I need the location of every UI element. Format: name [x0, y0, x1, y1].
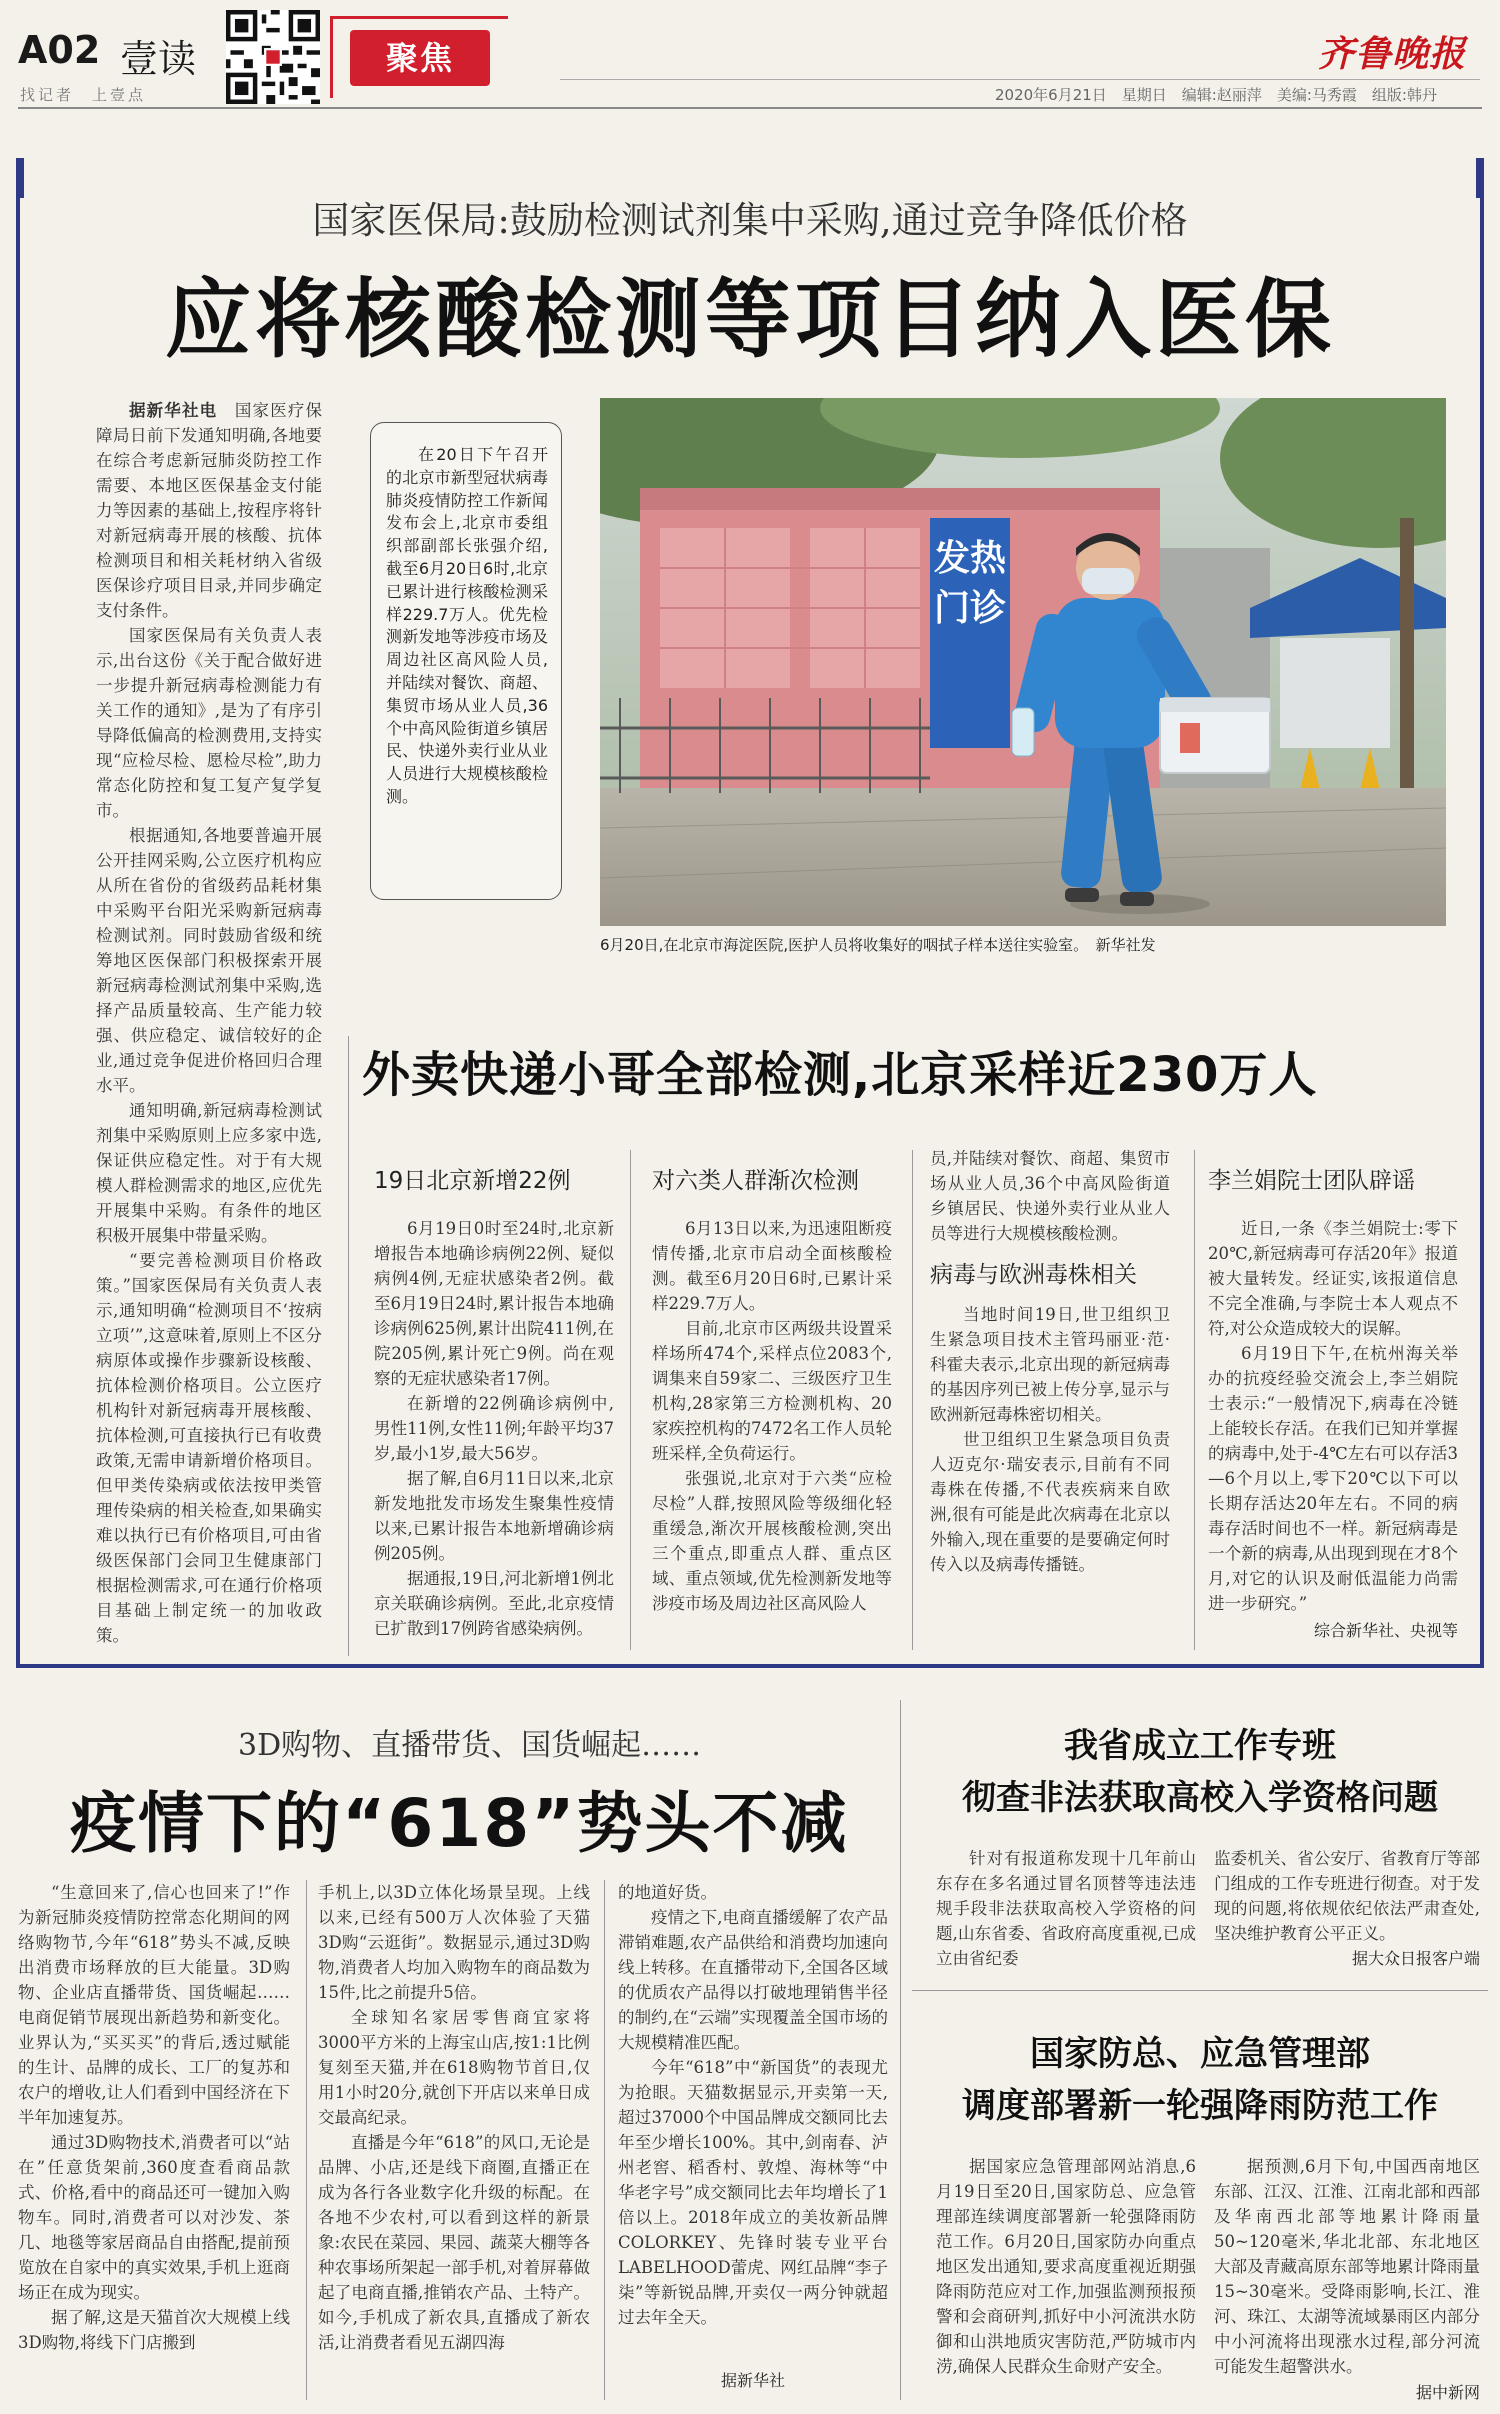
masthead-rule-bottom — [18, 107, 1482, 109]
masthead — [0, 0, 1500, 110]
lead-dateline: 据新华社电 — [129, 401, 218, 420]
exam-col-1: 针对有报道称发现十几年前山东存在多名通过冒名顶替等违法违规手段非法获取高校入学资格的问题,山东省委、省政府高度重视,已成立由省纪委 — [936, 1849, 1196, 1968]
slogan: 找记者 上壹点 — [20, 86, 147, 104]
lead-para-2: 国家医保局有关负责人表示,出台这份《关于配合做好进一步提升新冠病毒检测能力有关工作的通知》,是为了有序引导降低偏高的检测费用,支持实现“应检尽检、愿检尽检”,助力常态化防控和复工复产复学复市。 — [96, 626, 322, 820]
shopping-col-2: 手机上,以3D立体化场景呈现。上线以来,已经有500万人次体验了天猫3D购“云逛街”。数据显示,通过3D购物,消费者人均加入购物车的商品数为15件,比之前提升5倍。 全球知名家居零售商宜家将3000平方米的上海宝山店,按1:1比例复刻至天猫,并在618购物节首日,仅用1小时20分,就创下开店以来单日成交最高纪录。 直播是今年“618”的风口,无论是品牌、小店,还是线下商圈,直播正在成为各行各业数字化升级的标配。在各地不少农村,可以看到这样的新景象:农民在菜园、果园、蔬菜大棚等各种农事场所架起一部手机,对着屏幕做起了电商直播,推销农产品、土特产。如今,手机成了新农具,直播成了新农活,让消费者看见五湖四海 — [318, 1883, 590, 2352]
column-rule — [306, 1880, 307, 2400]
flood-col-2: 据预测,6月下旬,中国西南地区东部、江汉、江淮、江南北部和西部及华南西北部等地累计降雨量50~120毫米,华北北部、东北地区大部及青藏高原东部等地累计降雨量15~30毫米。受降雨影响,长江、淮河、珠江、太湖等流域暴雨区内部分中小河流将出现涨水过程,部分河流可能发生超警洪水。 — [1214, 2157, 1480, 2376]
subhead-six-groups: 对六类人群渐次检测 — [652, 1168, 859, 1194]
shopping-headline: 疫情下的“618”势头不减 — [70, 1785, 849, 1862]
photo-sign-text: 发热门诊 — [933, 538, 1006, 629]
subhead-li-lanjuan: 李兰娟院士团队辟谣 — [1208, 1168, 1415, 1194]
lead-para-1: 据新华社电 国家医疗保障局日前下发通知明确,各地要在综合考虑新冠肺炎防控工作需要、本地区医保基金支付能力等因素的基础上,按程序将针对新冠病毒开展的核酸、抗体检测项目和相关耗材纳入省级医保诊疗项目目录,并同步确定支付条件。 — [96, 401, 322, 620]
column-rule — [1194, 1150, 1195, 1650]
shopping-col-3: 的地道好货。 疫情之下,电商直播缓解了农产品滞销难题,农产品供给和消费均加速向线上转移。在直播带动下,全国各区域的优质农产品得以打破地理销售半径的制约,在“云端”实现覆盖全国市场的大规模精准匹配。 今年“618”中“新国货”的表现尤为抢眼。天猫数据显示,开卖第一天,超过37000个中国品牌成交额同比去年至少增长100%。其中,剑南春、泸州老窖、稻香村、敦煌、海林等“中华老字号”成交额同比去年均增长了1倍以上。2018年成立的美妆新品牌COLORKEY、先锋时装专业平台LABELHOOD蕾虎、网红品牌“李子柒”等新锐品牌,开卖仅一两分钟就超过去年全天。 — [618, 1883, 888, 2327]
lead-para-5: “要完善检测项目价格政策。”国家医保局有关负责人表示,通知明确“检测项目不‘按病立项’”,这意味着,原则上不区分病原体或操作步骤新设核酸、抗体检测价格项目。公立医疗机构针对新冠病毒开展核酸、抗体检测,可直接执行已有收费政策,无需申请新增价格项目。但甲类传染病或依法按甲类管理传染病的相关检查,如果确实难以执行已有价格项目,可由省级医保部门会同卫生健康部门根据检测需求,可在通行价格项目基础上制定统一的加收政策。 — [96, 1251, 322, 1645]
second-col-4: 近日,一条《李兰娟院士:零下20℃,新冠病毒可存活20年》报道被大量转发。经证实,该报道信息不完全准确,与李院士本人观点不符,对公众造成较大的误解。 6月19日下午,在杭州海关举办的抗疫经验交流会上,李兰娟院士表示:“一般情况下,病毒在冷链上能较长存活。在我们已知并掌握的病毒中,处于-4℃左右可以存活3—6个月以上,零下20℃以下可以长期存活达20年左右。不同的病毒存活时间也不一样。新冠病毒是一个新的病毒,从出现到现在才8个月,对它的认识及耐低温能力尚需进一步研究。” — [1208, 1219, 1458, 1613]
exam-col-2: 监委机关、省公安厅、省教育厅等部门组成的工作专班进行彻查。对于发现的问题,将依规依纪依法严肃查处,坚决维护教育公平正义。 — [1214, 1849, 1480, 1943]
second-col-2: 6月13日以来,为迅速阻断疫情传播,北京市启动全面核酸检测。截至6月20日6时,已累计采样229.7万人。 目前,北京市区两级共设置采样场所474个,采样点位2083个,调集来自59家二、三级医疗卫生机构,28家第三方检测机构、20家疾控机构的7472名工作人员轮班采样,全负荷运行。 张强说,北京对于六类“应检尽检”人群,按照风险等级细化轻重缓急,渐次开展核酸检测,突出三个重点,即重点人群、重点区域、重点领域,优先检测新发地等涉疫市场及周边社区高风险人 — [652, 1219, 892, 1613]
column-rule — [348, 1036, 349, 1656]
exam-credit: 据大众日报客户端 — [1351, 1949, 1480, 1968]
flood-headline-1: 国家防总、应急管理部 — [1030, 2034, 1370, 2074]
section-divider — [912, 1990, 1488, 1991]
flood-col-1: 据国家应急管理部网站消息,6月19日至20日,国家防总、应急管理部连续调度部署新一轮强降雨防范工作。6月20日,国家防办向重点地区发出通知,要求高度重视近期强降雨防范应对工作,加强监测预报预警和会商研判,抓好中小河流洪水防御和山洪地质灾害防范,严防城市内涝,确保人民群众生命财产安全。 — [936, 2157, 1196, 2376]
qr-code-icon — [226, 10, 320, 104]
lead-headline: 应将核酸检测等项目纳入医保 — [165, 270, 1335, 370]
masthead-rule — [560, 79, 1480, 80]
photo-caption: 6月20日,在北京市海淀医院,医护人员将收集好的咽拭子样本送往实验室。 新华社发 — [600, 936, 1156, 954]
news-photo — [600, 398, 1446, 926]
lead-para-3: 根据通知,各地要普遍开展公开挂网采购,公立医疗机构应从所在省份的省级药品耗材集中采购平台阳光采购新冠病毒检测试剂。同时鼓励省级和统筹地区医保部门积极探索开展新冠病毒检测试剂集中采购,选择产品质量较高、生产能力较强、供应稳定、诚信较好的企业,通过竞争促进价格回归合理水平。 — [96, 826, 322, 1095]
callout-text — [386, 444, 548, 890]
second-headline: 外卖快递小哥全部检测,北京采样近230万人 — [362, 1047, 1318, 1103]
lead-para-4: 通知明确,新冠病毒检测试剂集中采购原则上应多家中选,保证供应稳定性。对于有大规模人群检测需求的地区,应优先开展集中采购。有条件的地区积极开展集中带量采购。 — [96, 1101, 322, 1245]
second-credit: 综合新华社、央视等 — [1313, 1621, 1458, 1640]
section-name: 壹读 — [120, 37, 197, 81]
section-tag: 聚焦 — [350, 30, 490, 86]
flood-headline-2: 调度部署新一轮强降雨防范工作 — [962, 2086, 1438, 2126]
second-col-3: 员,并陆续对餐饮、商超、集贸市场从业人员,36个中高风险街道乡镇居民、快递外卖行业从业人员等进行大规模核酸检测。 病毒与欧洲毒株相关 当地时间19日,世卫组织卫生紧急项目技术主管玛丽亚·范·科霍夫表示,北京出现的新冠病毒的基因序列已被上传分享,显示与欧洲新冠毒株密切相关。 世卫组织卫生紧急项目负责人迈克尔·瑞安表示,目前有不同毒株在传播,不代表疾病来自欧洲,很有可能是此次病毒在北京以外输入,现在重要的是要确定何时传入以及病毒传播链。 — [930, 1149, 1170, 1574]
exam-headline-2: 彻查非法获取高校入学资格问题 — [962, 1778, 1438, 1818]
shopping-col-1: “生意回来了,信心也回来了!”作为新冠肺炎疫情防控常态化期间的网络购物节,今年“618”势头不减,反映出消费市场释放的巨大能量。3D购物、企业店直播带货、国货崛起……电商促销节展现出新趋势和新变化。业界认为,“买买买”的背后,透过赋能的生计、品牌的成长、工厂的复苏和农户的增收,让人们看到中国经济在下半年加速复苏。 通过3D购物技术,消费者可以“站在”任意货架前,360度查看商品款式、价格,看中的商品还可一键加入购物车。同时,消费者可以对沙发、茶几、地毯等家居商品自由搭配,提前预览放在自家中的真实效果,手机上逛商场正在成为现实。 据了解,这是天猫首次大规模上线3D购物,将线下门店搬到 — [18, 1883, 290, 2352]
column-rule — [900, 1700, 901, 2400]
lead-kicker: 国家医保局:鼓励检测试剂集中采购,通过竞争降低价格 — [312, 199, 1188, 242]
column-rule — [912, 1150, 913, 1650]
shopping-kicker: 3D购物、直播带货、国货崛起…… — [238, 1728, 702, 1763]
column-rule — [604, 1880, 605, 2400]
subhead-europe-strain: 病毒与欧洲毒株相关 — [930, 1262, 1137, 1288]
page-number: A02 — [18, 28, 101, 72]
exam-headline-1: 我省成立工作专班 — [1064, 1726, 1336, 1766]
issue-meta: 2020年6月21日 星期日 编辑:赵丽萍 美编:马秀霞 组版:韩丹 — [995, 86, 1437, 104]
subhead-beijing-cases: 19日北京新增22例 — [374, 1168, 571, 1194]
callout-paragraph: 在20日下午召开的北京市新型冠状病毒肺炎疫情防控工作新闻发布会上,北京市委组织部副部长张强介绍,截至6月20日6时,北京已累计进行核酸检测采样229.7万人。优先检测新发地等涉疫市场及周边社区高风险人员,并陆续对餐饮、商超、集贸市场从业人员,36个中高风险街道乡镇居民、快递外卖行业从业人员进行大规模核酸检测。 — [386, 445, 548, 806]
second-col-1: 6月19日0时至24时,北京新增报告本地确诊病例22例、疑似病例4例,无症状感染者2例。截至6月19日24时,累计报告本地确诊病例625例,累计出院411例,在院205例,累计死亡9例。尚在观察的无症状感染者17例。 在新增的22例确诊病例中,男性11例,女性11例;年龄平均37岁,最小1岁,最大56岁。 据了解,自6月11日以来,北京新发地批发市场发生聚集性疫情以来,已累计报告本地新增确诊病例205例。 据通报,19日,河北新增1例北京关联确诊病例。至此,北京疫情已扩散到17例跨省感染病例。 — [374, 1219, 614, 1638]
shopping-credit: 据新华社 — [720, 2371, 785, 2390]
lead-body-column — [96, 398, 322, 1648]
column-rule — [630, 1150, 631, 1650]
newspaper-logo: 齐鲁晚报 — [1318, 33, 1467, 75]
flood-credit: 据中新网 — [1415, 2383, 1480, 2402]
